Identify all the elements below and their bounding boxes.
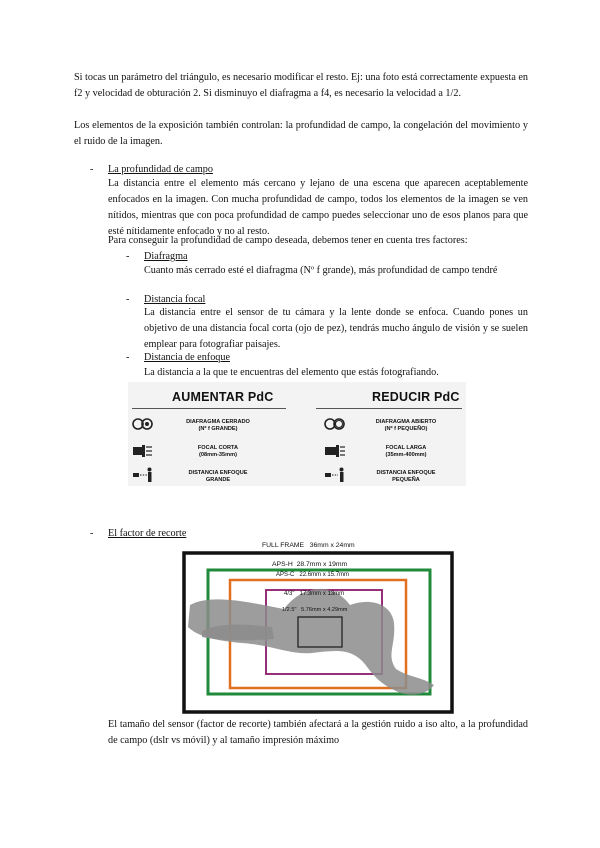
- list-bullet: -: [90, 528, 94, 539]
- lens-icon: [324, 444, 346, 458]
- camera-silhouette: [188, 589, 434, 695]
- lens-icon: [132, 444, 154, 458]
- sensor-label-aps-c: APS-C 22.6mm x 15.7mm: [276, 572, 350, 578]
- focus-distance-icon: [132, 467, 154, 483]
- pdc-right-row-2: FOCAL LARGA (35mm-400mm): [385, 445, 427, 458]
- aperture-icon: [132, 417, 154, 431]
- sensor-label-small: 1/2.5" 5.76mm x 4.29mm: [282, 607, 348, 613]
- pdc-comparison-table: [128, 382, 466, 486]
- dof-definition: La distancia entre el elemento más cercano y lejano de una escena que aparecen aceptablemente enfocados en la imagen. Con mucha profundidad de campo, todos los elementos de la imagen se ven nítidos, mientras que con poca profundidad de campo puedes seleccionar uno de esos planos para que esté nítidamente enfocado y no al resto.: [108, 178, 528, 237]
- factor-title-aperture: Diafragma: [144, 251, 188, 262]
- sensor-label-four-thirds: 4/3" 17.3mm x 13mm: [284, 591, 345, 597]
- list-bullet: -: [90, 164, 94, 175]
- divider: [316, 408, 462, 409]
- sensor-label-full-frame: FULL FRAME 36mm x 24mm: [262, 542, 355, 549]
- aperture-icon: [324, 417, 346, 431]
- crop-factor-text: El tamaño del sensor (factor de recorte) también afectará a la gestión ruido a iso alto, a la profundidad de campo (dslr vs móvil) y al tamaño impresión máximo: [108, 719, 528, 746]
- section-title-crop: El factor de recorte: [108, 528, 187, 539]
- factor-title-focus: Distancia de enfoque: [144, 352, 230, 363]
- divider: [132, 408, 286, 409]
- factor-text-aperture: Cuanto más cerrado esté el diafragma (Nº f grande), más profundidad de campo tendré: [144, 265, 498, 276]
- section-title-dof: La profundidad de campo: [108, 164, 213, 175]
- factor-text-focal: La distancia entre el sensor de tu cámara y la lente donde se enfoca. Cuando pones un objetivo de una distancia focal corta (ojo de pez), tendrás mucho ángulo de visión y se suelen emplear para fotografiar paisajes.: [144, 307, 528, 350]
- intro-paragraph-2: Los elementos de la exposición también controlan: la profundidad de campo, la congelación del movimiento y el ruido de la imagen.: [74, 120, 528, 147]
- pdc-right-row-3: DISTANCIA ENFOQUE PEQUEÑA: [376, 470, 436, 483]
- list-bullet: -: [126, 251, 130, 262]
- pdc-left-title: AUMENTAR PdC: [172, 390, 274, 404]
- list-bullet: -: [126, 294, 130, 305]
- pdc-right-row-1: DIAFRAGMA ABIERTO (Nº f PEQUEÑO): [375, 419, 437, 432]
- pdc-left-row-1: DIAFRAGMA CERRADO (Nº f GRANDE): [186, 419, 250, 432]
- pdc-left-row-3: DISTANCIA ENFOQUE GRANDE: [188, 470, 248, 483]
- focus-distance-icon: [324, 467, 346, 483]
- pdc-left-row-2: FOCAL CORTA (08mm-35mm): [197, 445, 239, 458]
- pdc-right-title: REDUCIR PdC: [372, 390, 460, 404]
- sensor-label-aps-h: APS-H 28.7mm x 19mm: [272, 561, 348, 568]
- list-bullet: -: [126, 352, 130, 363]
- dof-factors-intro: Para conseguir la profundidad de campo deseada, debemos tener en cuenta tres factores:: [108, 235, 468, 246]
- factor-title-focal: Distancia focal: [144, 294, 206, 305]
- factor-text-focus: La distancia a la que te encuentras del elemento que estás fotografiando.: [144, 367, 439, 378]
- intro-paragraph-1: Si tocas un parámetro del triángulo, es necesario modificar el resto. Ej: una foto está correctamente expuesta en f2 y velocidad de obturación 2. Si disminuyo el diafragma a f4, es necesario la velocidad a 1/2.: [74, 72, 529, 99]
